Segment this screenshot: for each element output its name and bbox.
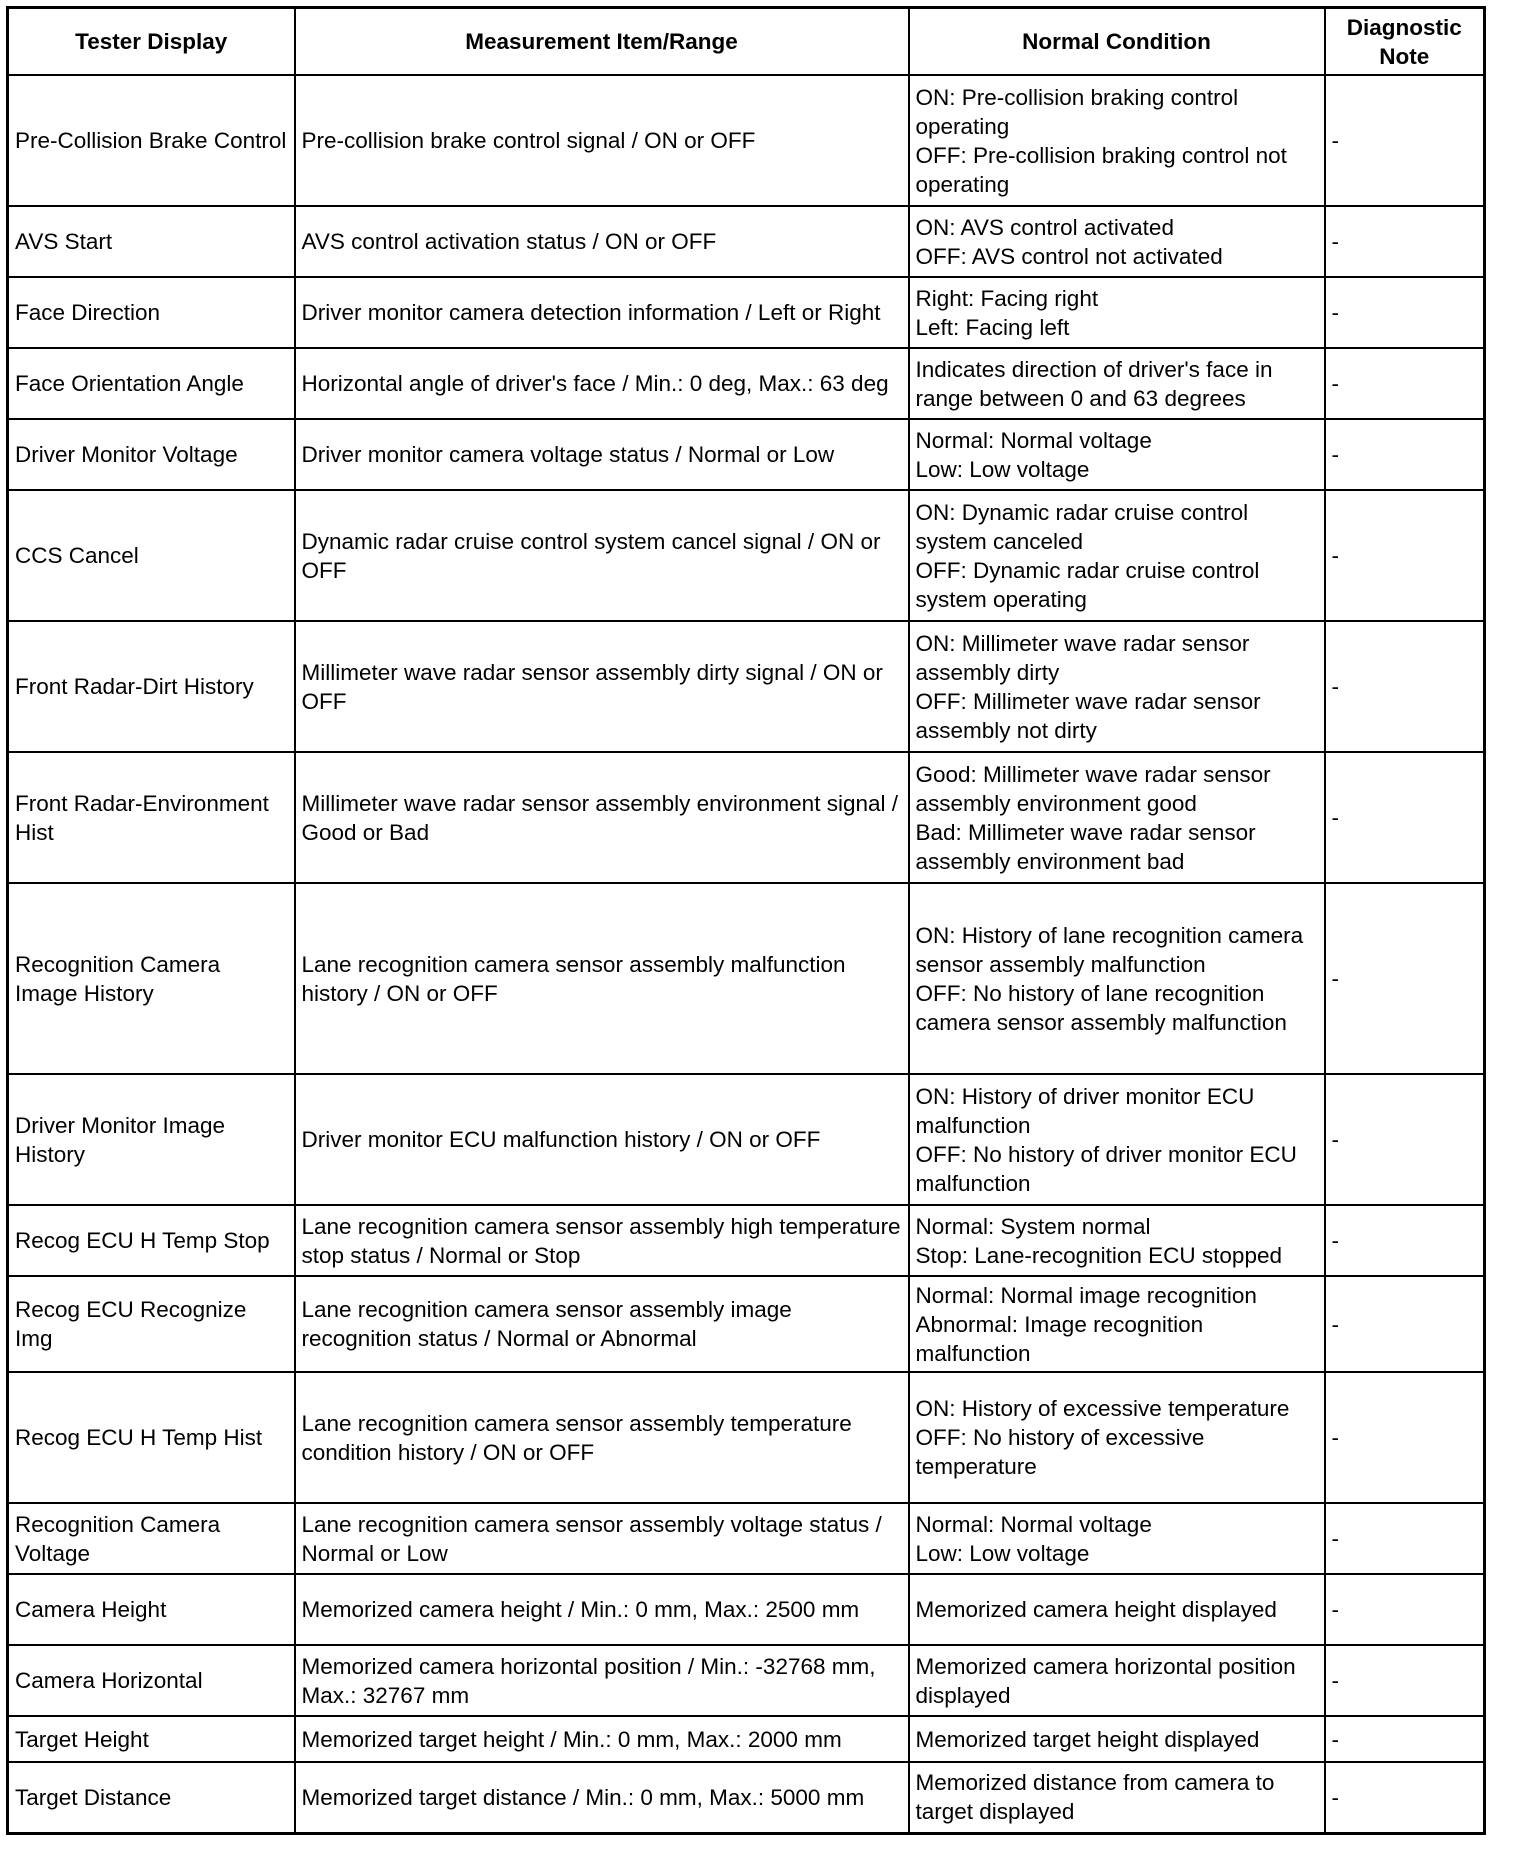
table-row — [8, 277, 1485, 348]
diagnostic-note-cell: - — [1325, 1372, 1485, 1503]
measurement-item-cell: Driver monitor camera detection information / Left or Right — [295, 277, 909, 348]
table-row — [8, 1074, 1485, 1205]
normal-condition-cell — [909, 883, 1325, 1074]
diagnostic-note-cell: - — [1325, 1074, 1485, 1205]
tester-display-cell: Face Orientation Angle — [8, 348, 295, 419]
table-row — [8, 1372, 1485, 1503]
measurement-item-cell: AVS control activation status / ON or OFF — [295, 206, 909, 277]
measurement-item-cell: Driver monitor camera voltage status / Normal or Low — [295, 419, 909, 490]
diagnostic-note-cell: - — [1325, 621, 1485, 752]
diagnostic-note-cell: - — [1325, 1276, 1485, 1372]
table-row — [8, 419, 1485, 490]
header-normal-condition: Normal Condition — [909, 8, 1325, 76]
normal-condition-cell — [909, 1074, 1325, 1205]
measurement-item-cell: Lane recognition camera sensor assembly image recognition status / Normal or Abnormal — [295, 1276, 909, 1372]
condition-line: ON: Pre-collision braking control operating — [915, 84, 1239, 139]
header-measurement-item: Measurement Item/Range — [295, 8, 909, 76]
condition-line: Good: Millimeter wave radar sensor assembly environment good — [915, 761, 1271, 816]
condition-line: Normal: Normal image recognition — [915, 1282, 1257, 1308]
measurement-item-cell: Memorized camera height / Min.: 0 mm, Max.: 2500 mm — [295, 1574, 909, 1645]
diagnostic-note-cell: - — [1325, 752, 1485, 883]
diagnostic-note-cell: - — [1325, 1645, 1485, 1716]
tester-display-cell: Target Distance — [8, 1762, 295, 1833]
diagnostic-note-cell: - — [1325, 75, 1485, 206]
tester-display-cell: Target Height — [8, 1716, 295, 1762]
diagnostic-note-cell: - — [1325, 1574, 1485, 1645]
header-tester-display: Tester Display — [8, 8, 295, 76]
tester-display-cell: Recog ECU H Temp Stop — [8, 1205, 295, 1276]
diagnostic-note-cell: - — [1325, 1503, 1485, 1574]
condition-line: Memorized camera horizontal position displayed — [915, 1653, 1296, 1708]
tester-display-cell: CCS Cancel — [8, 490, 295, 621]
table-header — [8, 8, 1485, 76]
header-row — [8, 8, 1485, 76]
condition-line: Normal: Normal voltage — [915, 1511, 1152, 1537]
normal-condition-cell — [909, 1716, 1325, 1762]
measurement-item-cell: Lane recognition camera sensor assembly malfunction history / ON or OFF — [295, 883, 909, 1074]
tester-display-cell: Pre-Collision Brake Control — [8, 75, 295, 206]
condition-line: Bad: Millimeter wave radar sensor assembly environment bad — [915, 819, 1256, 874]
measurement-item-cell: Lane recognition camera sensor assembly voltage status / Normal or Low — [295, 1503, 909, 1574]
table-row — [8, 1716, 1485, 1762]
diagnostic-note-cell: - — [1325, 419, 1485, 490]
condition-line: OFF: Dynamic radar cruise control system operating — [915, 557, 1260, 612]
tester-display-cell: Recognition Camera Image History — [8, 883, 295, 1074]
condition-line: Low: Low voltage — [915, 456, 1090, 482]
condition-line: Normal: Normal voltage — [915, 427, 1152, 453]
diagnostic-note-cell: - — [1325, 1762, 1485, 1833]
table-row — [8, 621, 1485, 752]
measurement-item-cell: Dynamic radar cruise control system cancel signal / ON or OFF — [295, 490, 909, 621]
tester-display-cell: Recog ECU H Temp Hist — [8, 1372, 295, 1503]
diagnostic-note-cell: - — [1325, 1716, 1485, 1762]
condition-line: ON: History of driver monitor ECU malfunction — [915, 1083, 1255, 1138]
tester-display-cell: Face Direction — [8, 277, 295, 348]
table-row — [8, 490, 1485, 621]
measurement-item-cell: Lane recognition camera sensor assembly high temperature stop status / Normal or Stop — [295, 1205, 909, 1276]
normal-condition-cell — [909, 1276, 1325, 1372]
tester-display-cell: Driver Monitor Voltage — [8, 419, 295, 490]
table-row — [8, 1503, 1485, 1574]
normal-condition-cell — [909, 490, 1325, 621]
table-row — [8, 752, 1485, 883]
normal-condition-cell — [909, 1645, 1325, 1716]
measurement-item-cell: Millimeter wave radar sensor assembly environment signal / Good or Bad — [295, 752, 909, 883]
measurement-item-cell: Pre-collision brake control signal / ON or OFF — [295, 75, 909, 206]
normal-condition-cell — [909, 1205, 1325, 1276]
condition-line: ON: AVS control activated — [915, 214, 1174, 240]
data-list-table — [6, 6, 1486, 1835]
diagnostic-note-cell: - — [1325, 1205, 1485, 1276]
diagnostic-note-cell: - — [1325, 348, 1485, 419]
table-row — [8, 1574, 1485, 1645]
condition-line: Right: Facing right — [915, 285, 1099, 311]
header-diagnostic-note: Diagnostic Note — [1325, 8, 1485, 76]
table-body — [8, 75, 1485, 1833]
tester-display-cell: Recog ECU Recognize Img — [8, 1276, 295, 1372]
normal-condition-cell — [909, 348, 1325, 419]
diagnostic-note-cell: - — [1325, 490, 1485, 621]
normal-condition-cell — [909, 752, 1325, 883]
measurement-item-cell: Memorized target height / Min.: 0 mm, Max.: 2000 mm — [295, 1716, 909, 1762]
condition-line: Memorized target height displayed — [915, 1726, 1260, 1752]
condition-line: OFF: Pre-collision braking control not operating — [915, 142, 1287, 197]
condition-line: Memorized distance from camera to target displayed — [915, 1770, 1275, 1825]
tester-display-cell: Front Radar-Dirt History — [8, 621, 295, 752]
condition-line: OFF: AVS control not activated — [915, 243, 1223, 269]
condition-line: Left: Facing left — [915, 314, 1070, 340]
diagnostic-note-cell: - — [1325, 277, 1485, 348]
condition-line: OFF: No history of lane recognition camera sensor assembly malfunction — [915, 980, 1287, 1035]
table-row — [8, 1645, 1485, 1716]
condition-line: OFF: Millimeter wave radar sensor assembly not dirty — [915, 688, 1261, 743]
normal-condition-cell — [909, 206, 1325, 277]
normal-condition-cell — [909, 1503, 1325, 1574]
tester-display-cell: Driver Monitor Image History — [8, 1074, 295, 1205]
tester-display-cell: Front Radar-Environment Hist — [8, 752, 295, 883]
table-row — [8, 883, 1485, 1074]
measurement-item-cell: Memorized camera horizontal position / Min.: -32768 mm, Max.: 32767 mm — [295, 1645, 909, 1716]
diagnostic-note-cell: - — [1325, 883, 1485, 1074]
condition-line: Abnormal: Image recognition malfunction — [915, 1311, 1204, 1366]
table-row — [8, 1205, 1485, 1276]
condition-line: Indicates direction of driver's face in range between 0 and 63 degrees — [915, 356, 1273, 411]
condition-line: Low: Low voltage — [915, 1540, 1090, 1566]
diagnostic-note-cell: - — [1325, 206, 1485, 277]
normal-condition-cell — [909, 75, 1325, 206]
condition-line: Normal: System normal — [915, 1213, 1151, 1239]
tester-display-cell: Camera Height — [8, 1574, 295, 1645]
measurement-item-cell: Millimeter wave radar sensor assembly dirty signal / ON or OFF — [295, 621, 909, 752]
condition-line: Memorized camera height displayed — [915, 1597, 1277, 1622]
condition-line: ON: History of lane recognition camera sensor assembly malfunction — [915, 922, 1304, 977]
normal-condition-cell — [909, 1372, 1325, 1503]
normal-condition-cell — [909, 277, 1325, 348]
table-row — [8, 1276, 1485, 1372]
tester-display-cell: Camera Horizontal — [8, 1645, 295, 1716]
condition-line: OFF: No history of excessive temperature — [915, 1425, 1205, 1479]
table-row — [8, 75, 1485, 206]
measurement-item-cell: Lane recognition camera sensor assembly temperature condition history / ON or OFF — [295, 1372, 909, 1503]
normal-condition-cell — [909, 1574, 1325, 1645]
normal-condition-cell — [909, 1762, 1325, 1833]
measurement-item-cell: Memorized target distance / Min.: 0 mm, Max.: 5000 mm — [295, 1762, 909, 1833]
condition-line: ON: Millimeter wave radar sensor assembly dirty — [915, 630, 1250, 685]
condition-line: ON: Dynamic radar cruise control system canceled — [915, 499, 1249, 554]
condition-line: OFF: No history of driver monitor ECU malfunction — [915, 1141, 1297, 1196]
table-row — [8, 348, 1485, 419]
tester-display-cell: AVS Start — [8, 206, 295, 277]
normal-condition-cell — [909, 621, 1325, 752]
tester-display-cell: Recognition Camera Voltage — [8, 1503, 295, 1574]
measurement-item-cell: Horizontal angle of driver's face / Min.: 0 deg, Max.: 63 deg — [295, 348, 909, 419]
normal-condition-cell — [909, 419, 1325, 490]
condition-line: ON: History of excessive temperature — [915, 1396, 1290, 1421]
table-row — [8, 206, 1485, 277]
table-row — [8, 1762, 1485, 1833]
condition-line: Stop: Lane-recognition ECU stopped — [915, 1242, 1282, 1268]
measurement-item-cell: Driver monitor ECU malfunction history / ON or OFF — [295, 1074, 909, 1205]
